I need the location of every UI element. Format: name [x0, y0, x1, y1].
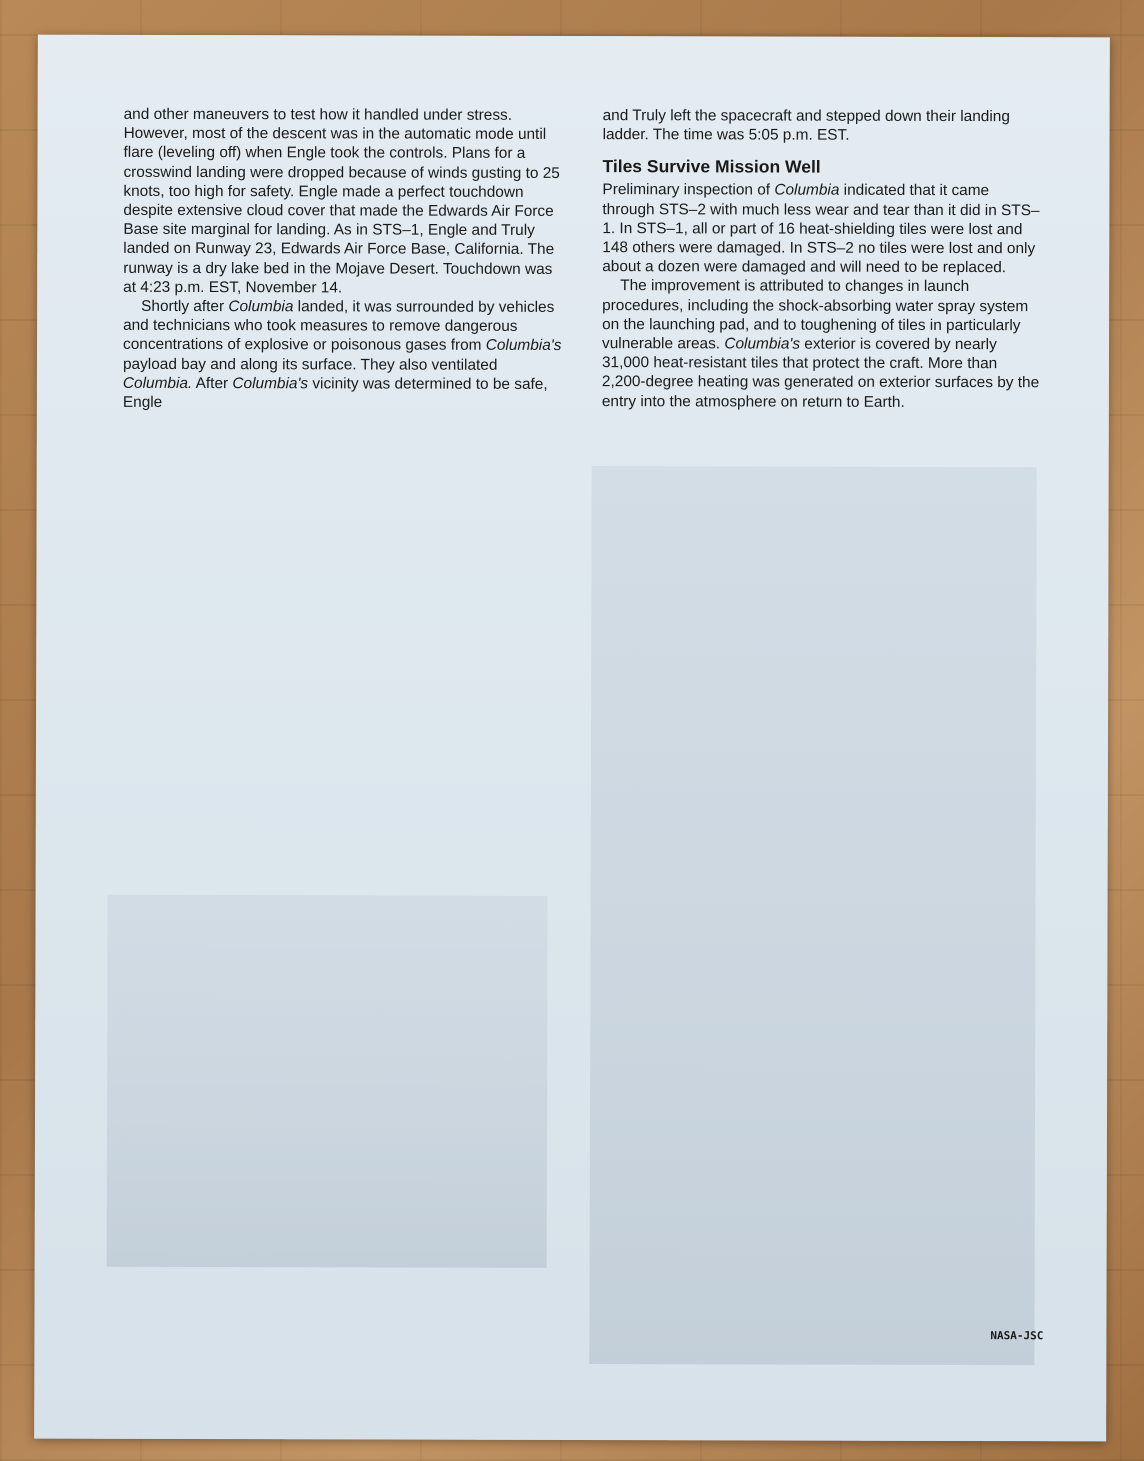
- left-text-column: [123, 105, 564, 413]
- left-paragraph-2: [123, 297, 563, 413]
- italic-run: Columbia's: [724, 335, 801, 353]
- text-run: indicated that it came through STS–2 with much less wear and tear than it did in STS–1. In STS–1, all or part of 16 heat-shielding tiles were lost and 148 others were damaged. In STS–2 no tiles were lost and only about a dozen were damaged and will need to be replaced.: [602, 182, 1040, 277]
- text-run: exterior is covered by nearly 31,000 heat-resistant tiles that protect the craft. More than 2,200-degree heating was generated on exterior surfaces by the entry into the atmosphere on return to Earth.: [601, 335, 1040, 411]
- italic-run: Columbia's: [232, 374, 309, 393]
- right-paragraph-2: [602, 180, 1044, 277]
- right-paragraph-1: and Truly left the spacecraft and stepped down their landing ladder. The time was 5:05 p.m. EST.: [602, 107, 1010, 144]
- left-paragraph-1: and other maneuvers to test how it handled under stress. However, most of the descent was in the automatic mode until flare (leveling off) when Engle took the controls. Plans for a crosswind landing were dropped because of winds gusting to 25 knots, too high for safety. Engle made a perfect touchdown despite extensive cloud cover that made the Edwards Air Force Base site marginal for landing. As in STS–1, Engle and Truly landed on Runway 23, Edwards Air Force Base, California. The runway is a dry lake bed in the Mojave Desert. Touchdown was at 4:23 p.m. EST, November 14.: [123, 105, 560, 297]
- italic-run: Columbia: [228, 298, 294, 316]
- text-run: vicinity was determined to be safe, Engle: [122, 375, 548, 411]
- nasa-jsc-tag: NASA-JSC: [990, 1329, 1044, 1343]
- text-run: Shortly after: [141, 297, 229, 316]
- italic-run: Columbia: [774, 181, 840, 200]
- text-run: payload bay and along its surface. They also ventilated: [122, 355, 498, 374]
- bleed-through-photo-left: [107, 895, 548, 1268]
- section-heading: Tiles Survive Mission Well: [602, 156, 821, 178]
- text-run: Preliminary inspection of: [602, 181, 775, 199]
- text-run: The improvement is attributed to changes in launch procedures, including the shock-absorbing water spray system on the launching pad, and to toughening of tiles in particularly vulnerable areas.: [602, 277, 1029, 353]
- right-text-column: [602, 106, 1045, 412]
- bleed-through-photo-right: [589, 466, 1036, 1365]
- text-run: landed, it was surrounded by vehicles and technicians who took measures to remove dangerous concentrations of explosive or poisonous gases from: [123, 298, 555, 355]
- printed-sheet: [34, 35, 1110, 1442]
- text-run: After: [192, 374, 233, 392]
- italic-run: Columbia.: [122, 374, 193, 392]
- right-paragraph-3: [602, 276, 1044, 412]
- italic-run: Columbia's: [485, 337, 562, 355]
